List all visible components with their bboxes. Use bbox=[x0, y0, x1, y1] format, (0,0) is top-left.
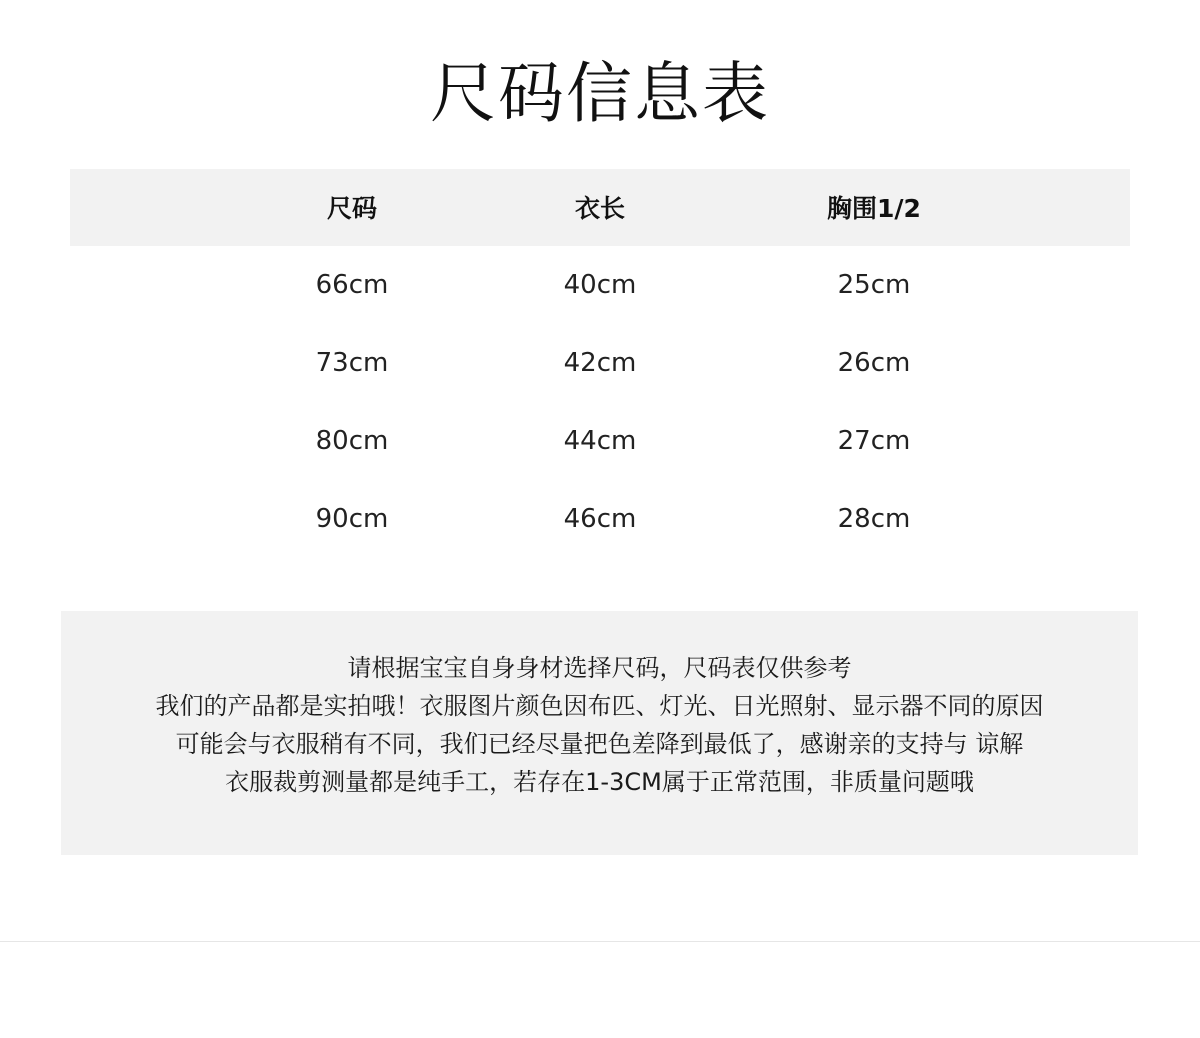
note-line: 衣服裁剪测量都是纯手工，若存在1-3CM属于正常范围，非质量问题哦 bbox=[225, 768, 974, 796]
size-note-panel bbox=[61, 611, 1138, 855]
note-line: 我们的产品都是实拍哦！衣服图片颜色因布匹、灯光、日光照射、显示器不同的原因 bbox=[155, 692, 1044, 720]
table-header bbox=[70, 169, 1130, 246]
half-chest-cell: 28cm bbox=[837, 504, 911, 534]
size-cell: 80cm bbox=[315, 426, 389, 456]
table-row bbox=[70, 246, 1130, 324]
half-chest-cell: 27cm bbox=[837, 426, 911, 456]
table-row bbox=[70, 402, 1130, 480]
table-row bbox=[70, 480, 1130, 558]
page-title: 尺码信息表 bbox=[430, 55, 770, 132]
note-line: 请根据宝宝自身身材选择尺码，尺码表仅供参考 bbox=[347, 654, 852, 682]
column-header-size: 尺码 bbox=[326, 194, 377, 223]
column-header-half-chest: 胸围1/2 bbox=[827, 194, 921, 223]
length-cell: 44cm bbox=[563, 426, 637, 456]
size-cell: 73cm bbox=[315, 348, 389, 378]
size-table bbox=[70, 169, 1130, 558]
length-cell: 42cm bbox=[563, 348, 637, 378]
bottom-divider bbox=[0, 941, 1200, 942]
table-row bbox=[70, 324, 1130, 402]
note-text bbox=[61, 649, 1138, 801]
column-header-length: 衣长 bbox=[574, 194, 625, 223]
size-cell: 66cm bbox=[315, 270, 389, 300]
note-line: 可能会与衣服稍有不同，我们已经尽量把色差降到最低了，感谢亲的支持与 谅解 bbox=[175, 730, 1024, 758]
length-cell: 40cm bbox=[563, 270, 637, 300]
length-cell: 46cm bbox=[563, 504, 637, 534]
size-cell: 90cm bbox=[315, 504, 389, 534]
half-chest-cell: 26cm bbox=[837, 348, 911, 378]
half-chest-cell: 25cm bbox=[837, 270, 911, 300]
